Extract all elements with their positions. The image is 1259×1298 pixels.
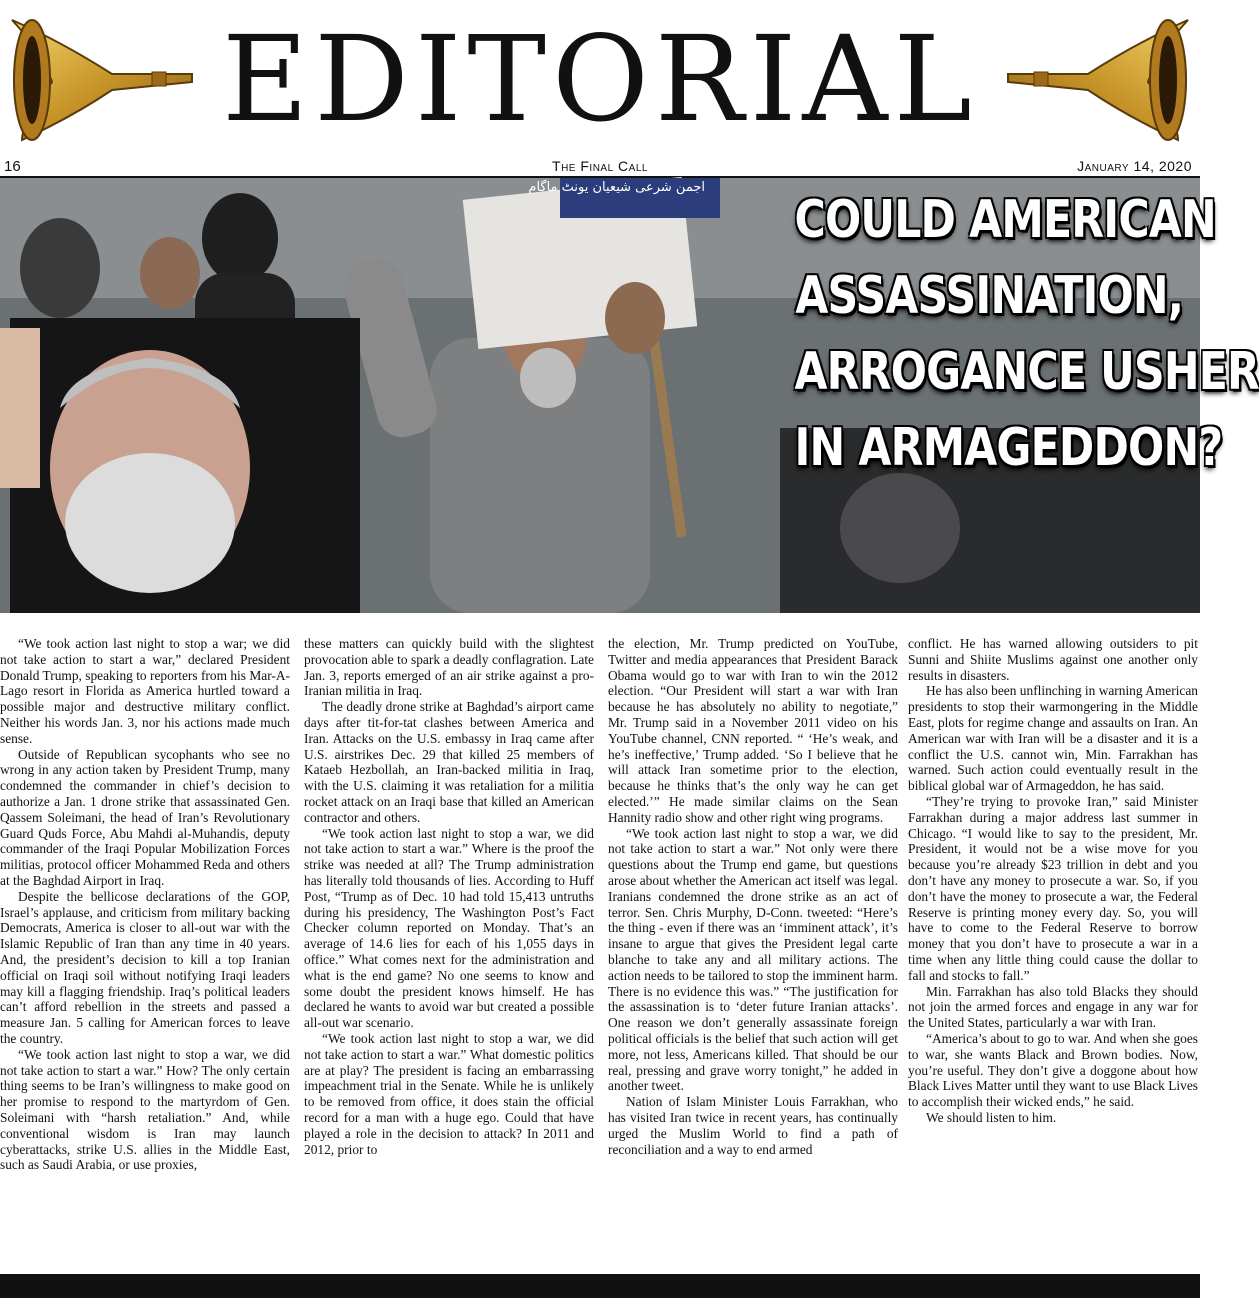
paragraph: these matters can quickly build with the slightest provocation able to spark a deadly conflagration. Late Jan. 3, reports emerged of an air strike against a pro-Iranian militia in Iraq. [304, 636, 594, 699]
paragraph: the election, Mr. Trump predicted on YouTube, Twitter and media appearances that President Barack Obama would go to war with Iran to win the 2012 election. “Our President will start a war with Iran because he has absolutely no ability to negotiate,” Mr. Trump said in a November 2011 video on his YouTube channel, CNN reported. “ ‘He’s weak, and he’s ineffective,’ Trump added. ‘So I believe that he will attack Iran sometime prior to the election, because he thinks that’s the only way he can get elected.’” He made similar claims on the Sean Hannity radio show and other right wing programs. [608, 636, 898, 825]
folio-line [0, 158, 1200, 178]
paragraph: We should listen to him. [926, 1109, 1057, 1125]
paragraph: “They’re trying to provoke Iran,” said Minister Farrakhan during a major address last summer in Chicago. “I would like to say to the president, Mr. President, it would not be a wise move for you because you’re already $23 trillion in debt and you don’t have any money to prosecute a war. So, if you don’t have the money to prosecute a war, the Federal Reserve is printing money every day. So, you will have to come to the Federal Reserve to borrow money that you don’t have to prosecute a war in a time when any little thing could cause the dollar to fall and stocks to fall.” [908, 793, 1198, 983]
paragraph: Outside of Republican sycophants who see no wrong in any action taken by President Trump, many condemned the commander in chief’s decision to authorize a Jan. 1 drone strike that assassinated Gen. Qassem Soleimani, the head of Iran’s Revolutionary Guard Quds Force, Abu Mahdi al-Muhandis, deputy commander of the Iraqi Popular Mobilization Forces militias, protocol officer Mohammed Reda and others at the Baghdad Airport in Iraq. [0, 746, 290, 888]
headline-line: ARROGANCE USHER [794, 342, 1259, 402]
paragraph: Despite the bellicose declarations of the GOP, Israel’s applause, and criticism from military backing Democrats, America is closer to all-out war with the Islamic Republic of Iran than any time in 40 years. And, the president’s decision to kill a top Iranian official on Iraqi soil without notifying Iraqi leaders may kill a flagging friendship. Iraq’s political leaders can’t afford rebellion in the streets and passed a measure Jan. 5 calling for American forces to leave the country. [0, 888, 290, 1046]
paragraph: conflict. He has warned allowing outsiders to pit Sunni and Shiite Muslims against one another only results in disasters. [908, 636, 1198, 683]
headline [794, 182, 1259, 486]
paragraph: He has also been unflinching in warning American presidents to stop their warmongering in the Middle East, plots for regime change and assaults on Iran. An American war with Iran will be a disaster and it is a conflict the U.S. cannot win, Min. Farrakhan has warned. Such action could eventually result in the biblical global war of Armageddon, he has said. [908, 683, 1198, 794]
paragraph: “We took action last night to stop a war, we did not take action to start a war.” How? The only certain thing seems to be Iran’s willingness to make good on her promise to respond to the martyrdom of Gen. Soleimani with “harsh retaliation.” And, while conventional wisdom is Iran may launch cyberattacks, strike U.S. allies in the Middle East, such as Saudi Arabia, or use proxies, [0, 1046, 290, 1173]
article-body [0, 636, 1200, 1272]
headline-line: COULD AMERICAN [794, 190, 1216, 250]
page-number: 16 [4, 158, 21, 175]
paragraph: “We took action last night to stop a war, we did not take action to start a war.” Where is the proof the strike was needed at all? The Trump administration has literally told thousands of lies. According to Huff Post, “Trump as of Dec. 10 had told 15,413 untruths during his presidency, The Washington Post’s Fact Checker column reported on Monday. That’s an average of 14.6 lies for each of his 1,055 days in office.” What comes next for the administration and what is the end game? No one seems to know and some doubt the president knows himself. He has declared he wants to avoid war but created a possible all-out war scenario. [304, 825, 594, 1031]
paragraph: Min. Farrakhan has also told Blacks they should not join the armed forces and engage in any war for the United States, particularly a war with Iran. [908, 983, 1198, 1031]
masthead [0, 0, 1200, 158]
paragraph: “We took action last night to stop a war; we did not take action to start a war,” declared President Donald Trump, speaking to reporters from his Mar-A-Lago resort in Florida as America hurtled toward a possible major and destructive military conflict. Neither his words Jan. 3, nor his actions made much sense. [0, 636, 290, 746]
paragraph: “We took action last night to stop a war, we did not take action to start a war.” What domestic politics are at play? The president is facing an embarrassing impeachment trial in the Senate. While he is unlikely to be removed from office, it does stain the official record for a man with a huge ego. Could that have played a role in the decision to attack? In 2011 and 2012, prior to [304, 1030, 594, 1157]
column-2 [304, 636, 594, 1272]
headline-line: ASSASSINATION, [795, 266, 1184, 326]
paragraph: “America’s about to go to war. And when she goes to war, she wants Black and Brown bodies. Now, you’re useful. They don’t give a doggone about how Black Lives Matter until they want to use Black Lives to accomplish their wicked ends,” he said. [908, 1030, 1198, 1110]
headline-line: IN ARMAGEDDON? [794, 418, 1223, 478]
protest-sign-text: اجمن شرعی شیعیان یونٹ ماگام [528, 180, 705, 195]
paragraph: Nation of Islam Minister Louis Farrakhan, who has visited Iran twice in recent years, has continually urged the Muslim World to find a path of reconciliation and a way to end armed [608, 1094, 898, 1157]
lead-photo [0, 178, 1259, 613]
bottom-rule [0, 1274, 1200, 1298]
trumpet-icon [998, 12, 1198, 147]
paragraph: The deadly drone strike at Baghdad’s airport came days after tit-for-tat clashes between America and Iran. Attacks on the U.S. embassy in Iraq came after U.S. airstrikes Dec. 29 that killed 25 members of Kataeb Hezbollah, an Iran-backed militia in Iraq, with the U.S. claiming it was retaliation for a militia rocket attack on an Iraqi base that killed an American contractor and others. [304, 699, 594, 825]
column-1 [0, 636, 290, 1272]
masthead-title: EDITORIAL [222, 10, 978, 148]
publication-name: The Final Call [552, 158, 648, 174]
paragraph: “We took action last night to stop a war, we did not take action to start a war.” Not only were there questions about the Trump end game, but questions arose about whether the American act itself was legal. Iranians condemned the drone strike as an act of terror. Sen. Chris Murphy, D-Conn. tweeted: “Here’s the thing - even if there was an ‘imminent attack’, it’s insane to argue that gives the President legal carte blanche to take any and all military actions. The action needs to be tailored to stop the imminent harm. There is no evidence this was.” “The justification for the assassination is to ‘deter future Iranian attacks’. One reason we don’t generally assassinate foreign political officials is the belief that such action will get more, not less, Americans killed. That should be our real, pressing and grave worry tonight,” he added in another tweet. [608, 825, 898, 1094]
column-3 [608, 636, 898, 1272]
issue-date: January 14, 2020 [1077, 158, 1192, 174]
column-4 [908, 636, 1198, 1272]
